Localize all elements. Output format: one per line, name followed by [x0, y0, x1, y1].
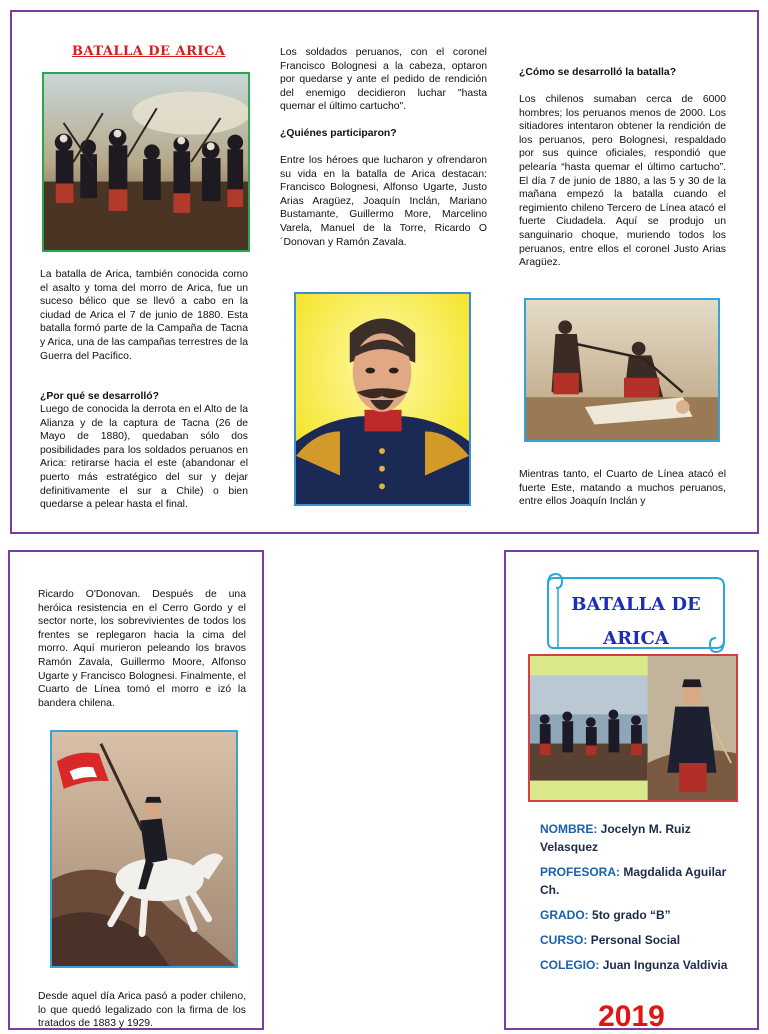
ugarte-horse-painting — [50, 730, 238, 968]
who-paragraph: Entre los héroes que lucharon y ofrendaron su vida en la batalla de Arica destacan: Francisco Bolognesi, Alfonso Ugarte, Justo Arias Aragüez, Joaquín Inclán, Mariano Bustamante, Guillermo More, Marcelino Varela, Manuel de la Torre, Ricardo O´Donovan y Ramón Zavala. — [280, 155, 487, 248]
cover-title-line2: ARICA — [603, 628, 669, 649]
curso-value: Personal Social — [590, 933, 681, 947]
who-heading: ¿Quiénes participaron? — [280, 128, 397, 139]
colegio-row — [540, 956, 740, 974]
student-info-block — [540, 820, 740, 981]
brochure-cover-page — [504, 550, 759, 1033]
cover-year: 2019 — [598, 1000, 665, 1033]
brochure-continuation-page — [8, 550, 264, 1030]
brochure-inner-page — [10, 10, 759, 534]
how-heading: ¿Cómo se desarrolló la batalla? — [519, 67, 677, 78]
grado-value: 5to grado “B” — [592, 908, 671, 922]
aftermath-paragraph: Desde aquel día Arica pasó a poder chileno, lo que quedó legalizado con la firma de los tratados de 1883 y 1929. — [38, 991, 246, 1030]
why-heading: ¿Por qué se desarrolló? — [40, 391, 159, 402]
final-assault-paragraph: Ricardo O'Donovan. Después de una heróica resistencia en el Cerro Gordo y el sector norte, los sobrevivientes de todos los frentes se replegaron hacia la cima del morro. Aquí murieron peleando los bravos Ramón Zavala, Guillermo Moore, Alfonso Ugarte y Francisco Bolognesi. Finalmente, el Cuarto de Línea tomó el morro e izó la bandera chilena. — [38, 589, 246, 709]
bolognesi-portrait — [294, 292, 471, 506]
profesora-value: Magdalida Aguilar Ch. — [540, 865, 727, 897]
curso-row — [540, 931, 740, 949]
nombre-label: NOMBRE: — [540, 822, 598, 836]
bolognesi-decision-paragraph: Los soldados peruanos, con el coronel Francisco Bolognesi a la cabeza, optaron por quedarse y ante el pedido de rendición del enemigo decidieron luchar "hasta quemar el último cartucho". — [280, 47, 487, 113]
grado-row — [540, 906, 740, 924]
profesora-label: PROFESORA: — [540, 865, 621, 879]
colegio-value: Juan Ingunza Valdivia — [602, 958, 728, 972]
curso-label: CURSO: — [540, 933, 588, 947]
colegio-label: COLEGIO: — [540, 958, 600, 972]
combat-painting — [524, 298, 720, 442]
how-paragraph: Los chilenos sumaban cerca de 6000 hombres; los peruanos menos de 2000. Los sitiadores intentaron obtener la rendición de los peruanos, pero Bolognesi, respaldado por sus quince oficiales, respondió que pelearía “hasta quemar el último cartucho”. El día 7 de junio de 1880, a las 5 y 30 de la mañana empezó la batalla cuando el regimiento chileno Tercero de Línea atacó el fuerte Ciudadela. Aquí se produjo un sanguinario choque, muriendo todos los peruanos, entre ellos el coronel Justo Arias Aragüez. — [519, 94, 726, 269]
cover-collage-image — [528, 654, 738, 802]
panel-title: BATALLA DE ARICA — [72, 44, 226, 59]
profesora-row — [540, 863, 740, 899]
nombre-value: Jocelyn M. Ruiz Velasquez — [540, 822, 691, 854]
battle-painting — [42, 72, 250, 252]
why-paragraph: Luego de conocida la derrota en el Alto de la Alianza y de la captura de Tacna (26 de Mayo de 1880), quedaban sólo dos posibilidades para los soldados peruanos en Arica: retirarse hacia el este (abandonar el puerto más estratégico del sur y dejar definitivamente el sur a Chile) o bien quedarse a pelear hasta el final. — [40, 404, 248, 511]
intro-paragraph: La batalla de Arica, también conocida como el asalto y toma del morro de Arica, fue un suceso bélico que se llevó a cabo en la ciudad de Arica el 7 de junio de 1880. Esta batalla formó parte de la Campaña de Tacna y Arica, una de las campañas terrestres de la Guerra del Pacífico. — [40, 269, 248, 362]
grado-label: GRADO: — [540, 908, 589, 922]
cover-title-line1: BATALLA DE — [571, 594, 701, 615]
nombre-row — [540, 820, 740, 856]
title-scroll-banner — [544, 570, 728, 656]
meanwhile-paragraph: Mientras tanto, el Cuarto de Línea atacó el fuerte Este, matando a muchos peruanos, entre ellos Joaquín Inclán y — [519, 469, 726, 508]
